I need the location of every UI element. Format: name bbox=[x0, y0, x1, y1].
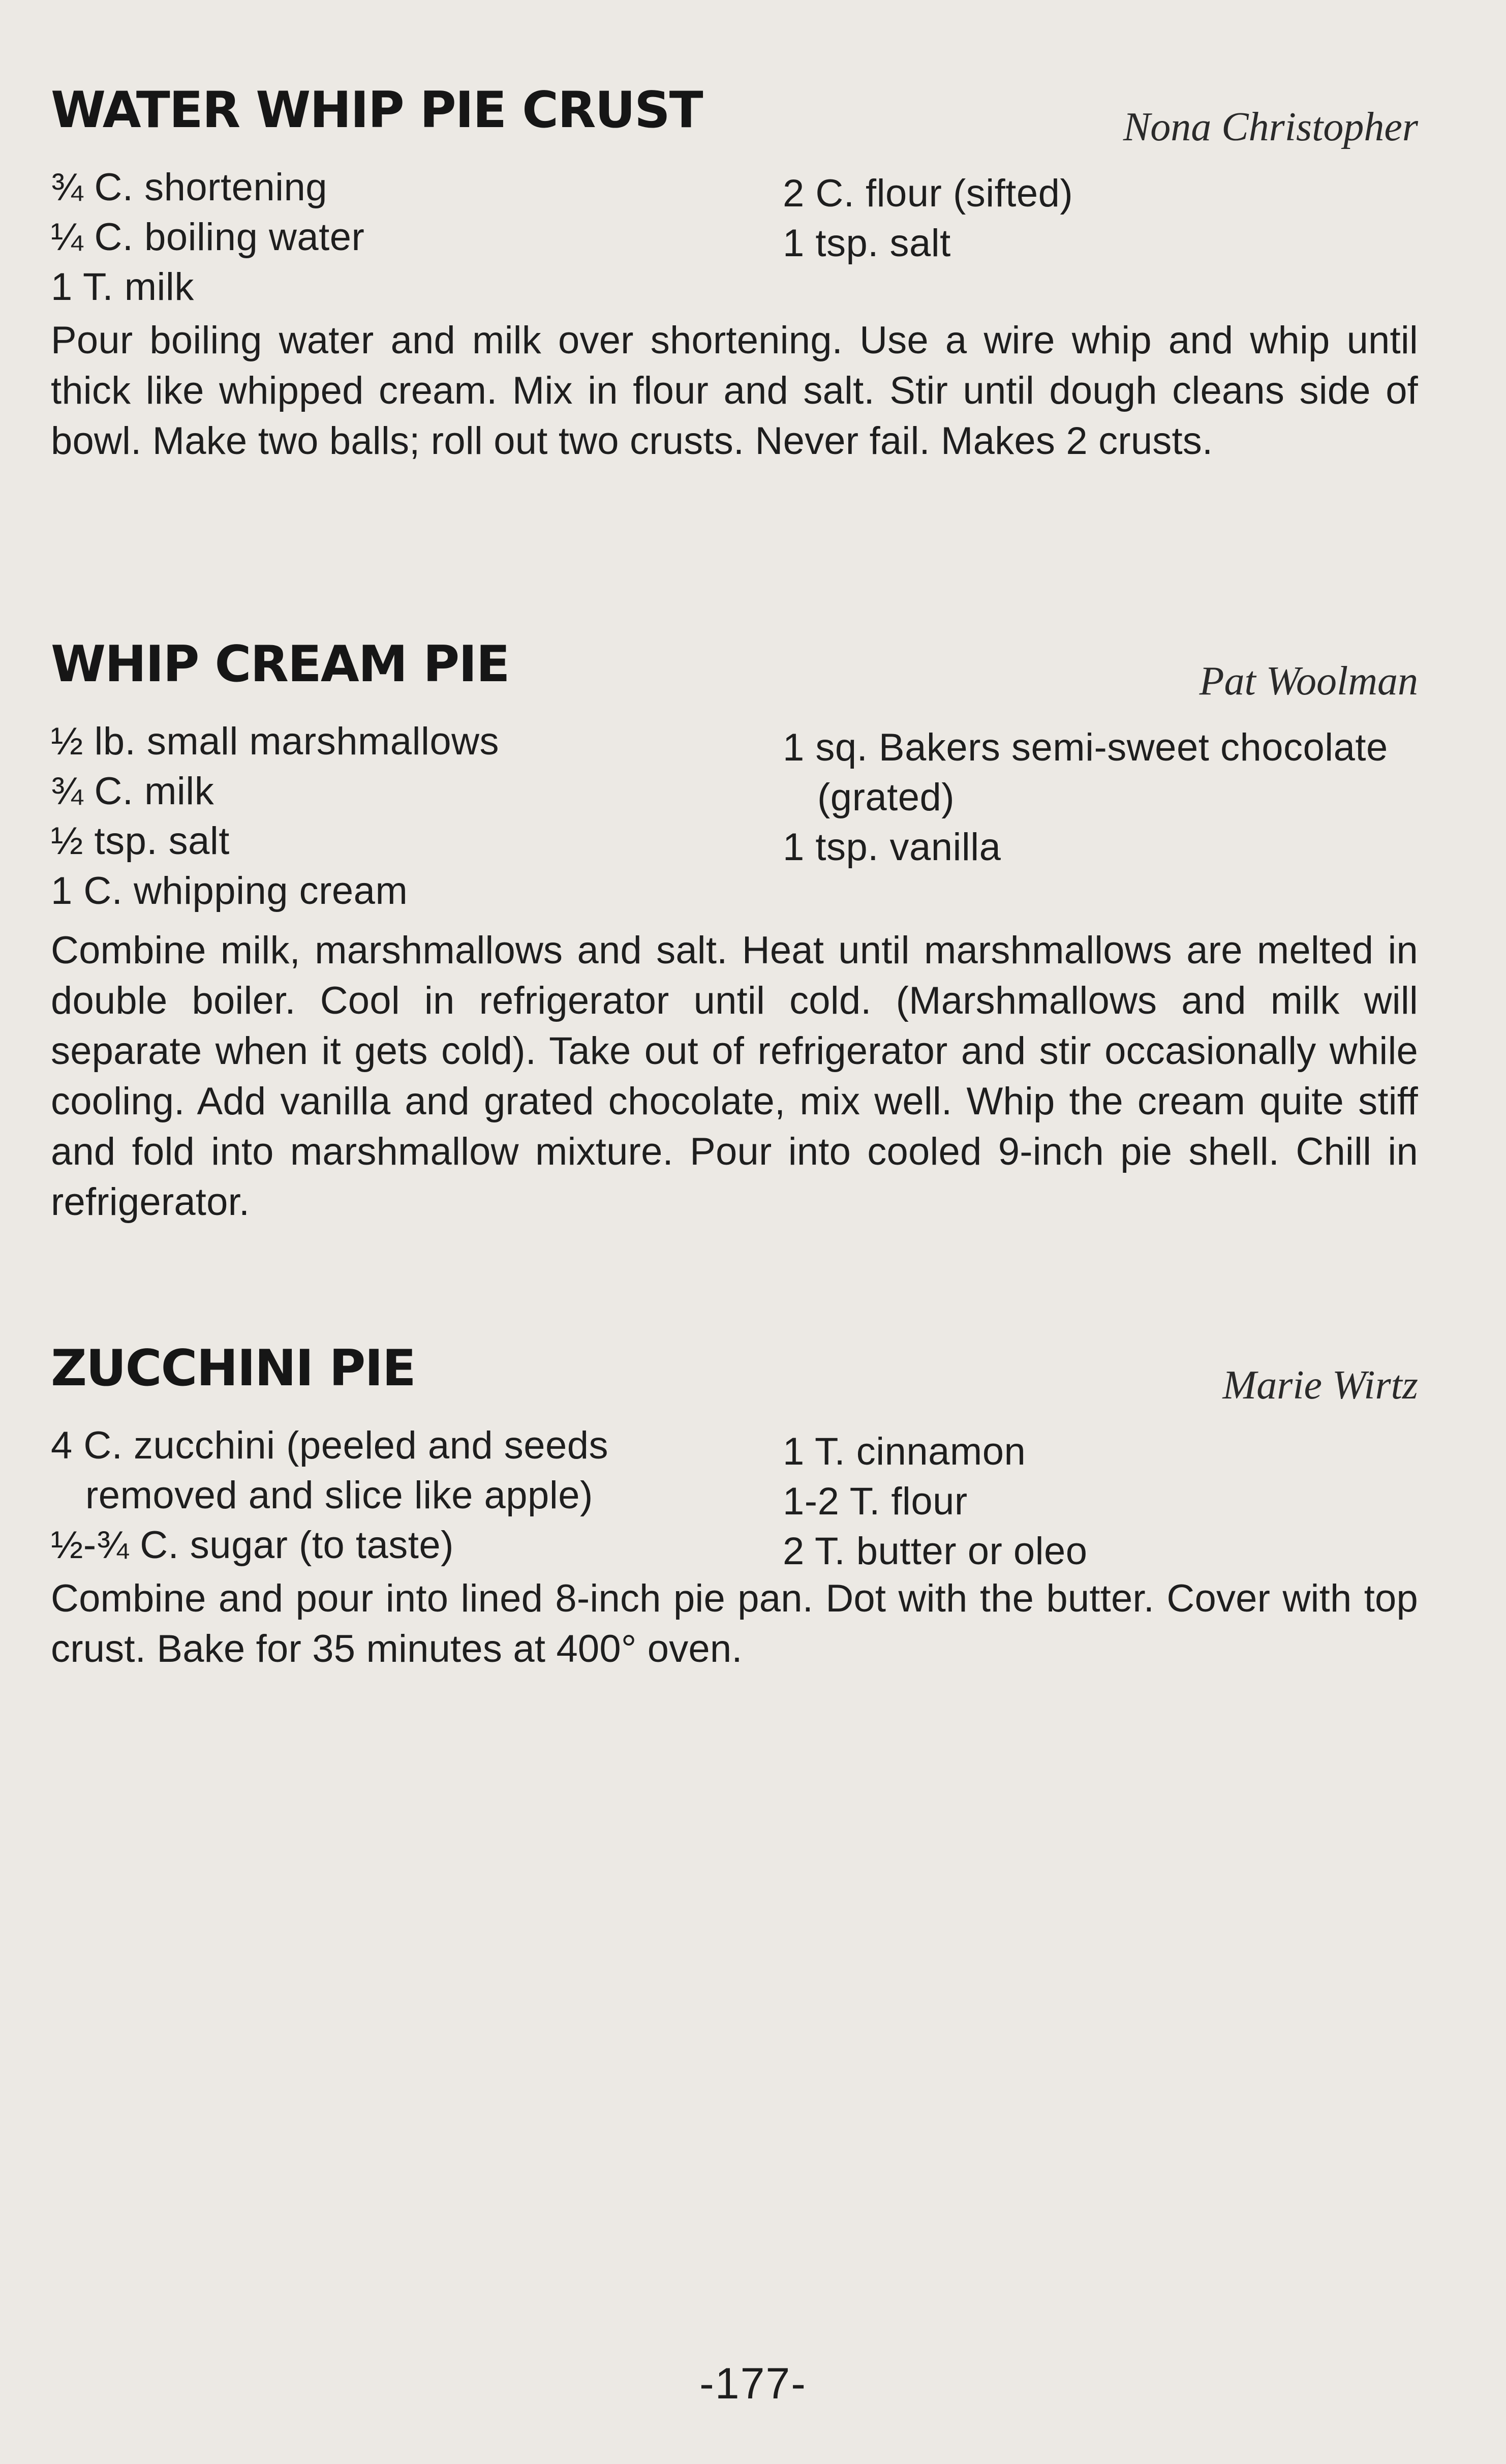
ingredient: 1-2 T. flour bbox=[783, 1480, 968, 1523]
ingredients bbox=[51, 717, 1418, 930]
ingredients-left-column bbox=[51, 1421, 762, 1570]
ingredient: ¾ C. milk bbox=[51, 770, 214, 813]
ingredient: 1 T. milk bbox=[51, 265, 194, 309]
recipe-author: Pat Woolman bbox=[1199, 659, 1418, 704]
ingredient: 1 tsp. salt bbox=[783, 222, 951, 265]
ingredient: ½-¾ C. sugar (to taste) bbox=[51, 1524, 454, 1567]
ingredient: ½ lb. small marshmallows bbox=[51, 720, 499, 763]
recipe-header bbox=[51, 76, 1418, 153]
ingredient: 4 C. zucchini (peeled and seeds bbox=[51, 1424, 609, 1467]
ingredients-left-column bbox=[51, 717, 762, 916]
ingredients-left-column bbox=[51, 163, 762, 312]
ingredient: 1 C. whipping cream bbox=[51, 869, 408, 912]
ingredients-right-column bbox=[783, 723, 1418, 872]
page-number: -177- bbox=[699, 2359, 807, 2408]
recipe-title: ZUCCHINI PIE bbox=[51, 1340, 415, 1397]
ingredient: ¾ C. shortening bbox=[51, 166, 328, 209]
ingredient: ½ tsp. salt bbox=[51, 819, 230, 863]
ingredient-continuation: removed and slice like apple) bbox=[85, 1474, 593, 1517]
recipe-title: WHIP CREAM PIE bbox=[51, 635, 509, 693]
recipe-title: WATER WHIP PIE CRUST bbox=[51, 81, 702, 139]
recipe-author: Nona Christopher bbox=[1123, 105, 1418, 149]
ingredients-right-column bbox=[783, 169, 1418, 268]
recipe-water-whip-pie-crust bbox=[51, 76, 1418, 505]
recipe-header bbox=[51, 630, 1418, 707]
ingredients-right-column bbox=[783, 1427, 1418, 1576]
recipe-zucchini-pie bbox=[51, 1334, 1418, 1713]
recipe-directions: Combine and pour into lined 8-inch pie pan. Dot with the butter. Cover with top crust. Bake for 35 minutes at 400° oven. bbox=[51, 1577, 1418, 1670]
recipe-directions: Pour boiling water and milk over shortening. Use a wire whip and whip until thick like whipped cream. Mix in flour and salt. Stir until dough cleans side of bowl. Make two balls; roll out two crusts. Never fail. Makes 2 crusts. bbox=[51, 319, 1418, 463]
recipe-header bbox=[51, 1334, 1418, 1411]
ingredient: 1 sq. Bakers semi-sweet chocolate bbox=[783, 726, 1388, 769]
ingredients bbox=[51, 1421, 1418, 1589]
ingredient-continuation: (grated) bbox=[817, 776, 955, 819]
recipe-whip-cream-pie bbox=[51, 630, 1418, 1266]
ingredient: 2 T. butter or oleo bbox=[783, 1530, 1088, 1573]
ingredient: ¼ C. boiling water bbox=[51, 216, 365, 259]
ingredient: 1 tsp. vanilla bbox=[783, 826, 1001, 869]
recipe-directions: Combine milk, marshmallows and salt. Heat until marshmallows are melted in double boiler. Cool in refrigerator until cold. (Marshmallows and milk will separate when it gets cold). Take out of refrigerator and stir occasionally while cooling. Add vanilla and grated chocolate, mix well. Whip the cream quite stiff and fold into marshmallow mixture. Pour into cooled 9-inch pie shell. Chill in refrigerator. bbox=[51, 929, 1418, 1224]
ingredient: 1 T. cinnamon bbox=[783, 1430, 1026, 1473]
ingredients bbox=[51, 163, 1418, 330]
recipe-author: Marie Wirtz bbox=[1222, 1363, 1418, 1408]
ingredient: 2 C. flour (sifted) bbox=[783, 172, 1073, 215]
